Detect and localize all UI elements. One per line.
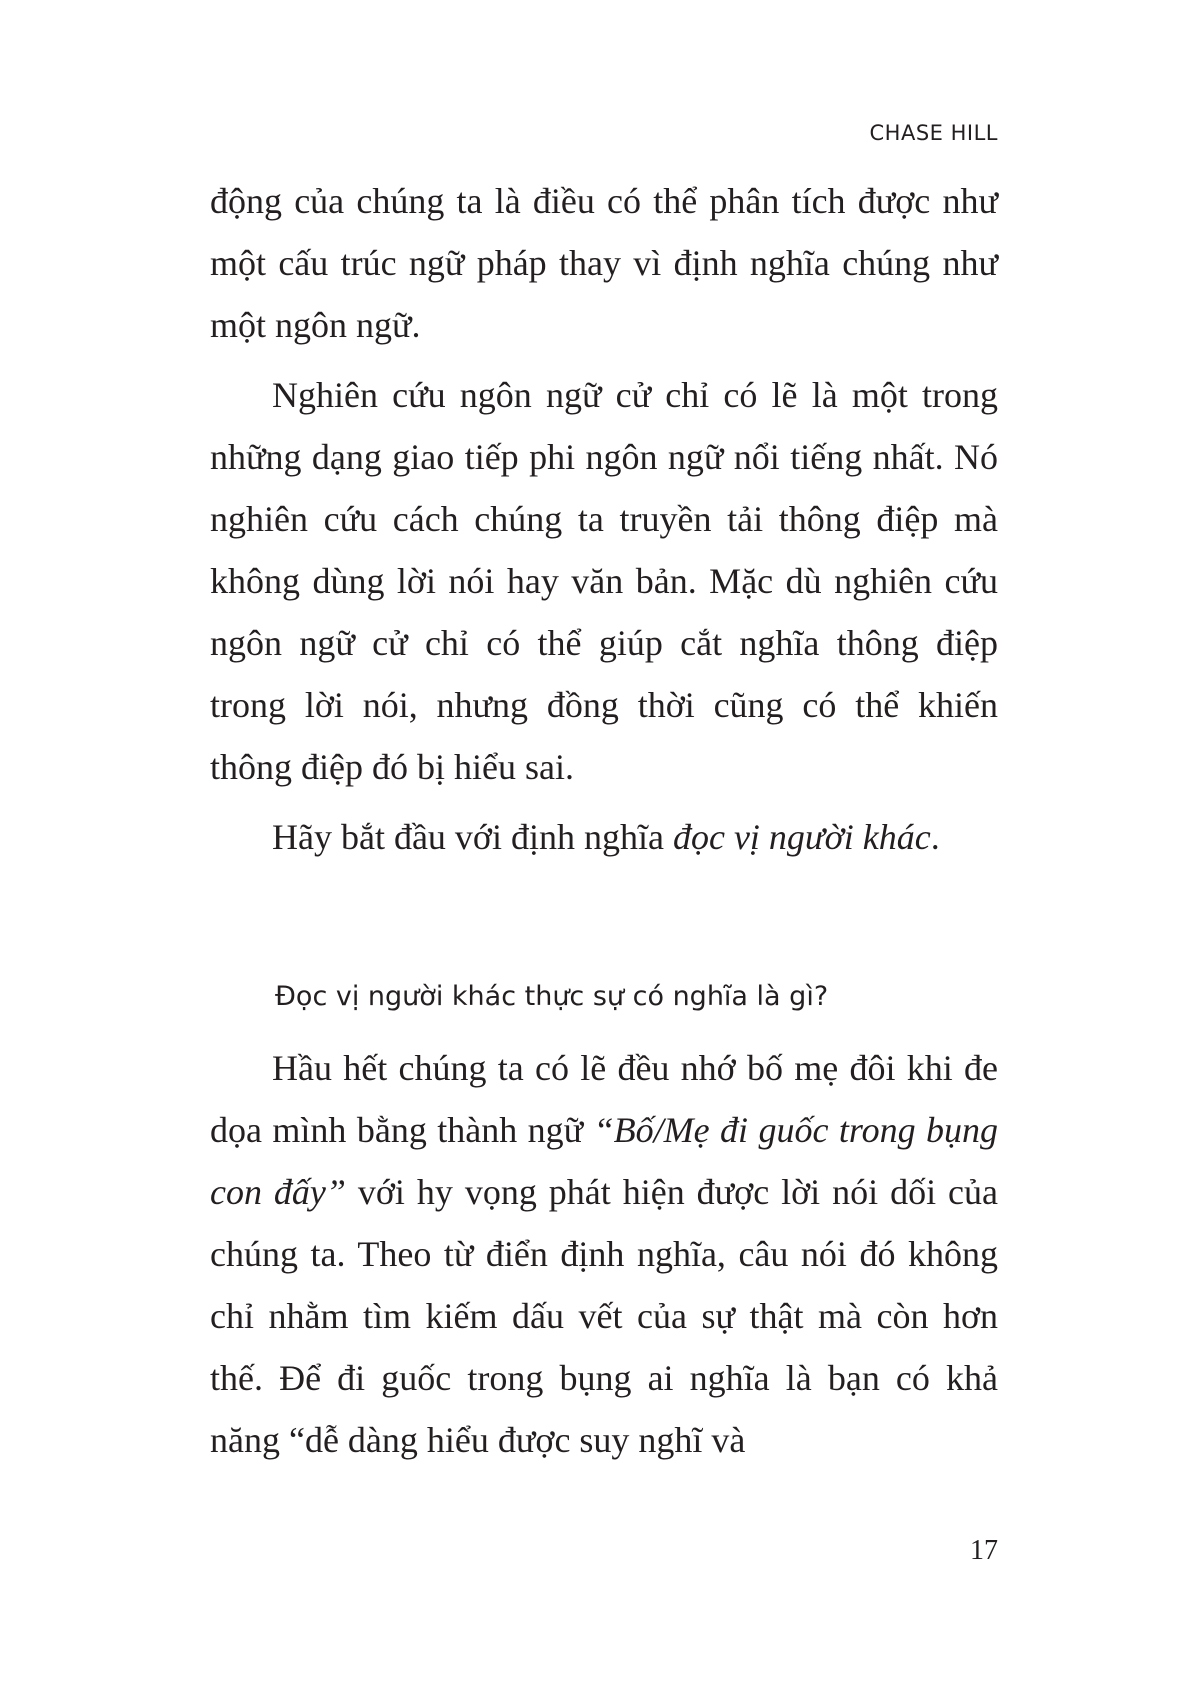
paragraph-idiom-rest: với hy vọng phát hiện được lời nói dối của chúng ta. Theo từ điển định nghĩa, câu nói đó không chỉ nhằm tìm kiếm dấu vết của sự thật mà còn hơn thế. Để đi guốc trong bụng ai nghĩa là bạn có khả năng “dễ dàng hiểu được suy nghĩ và	[210, 1172, 998, 1460]
idiom-quote: “Bố/Mẹ đi guốc trong bụng con đấy”	[210, 1110, 998, 1212]
page-number: 17	[970, 1535, 998, 1566]
paragraph-idiom-start: Hầu hết chúng ta có lẽ đều nhớ bố mẹ đôi khi đe dọa mình bằng thành ngữ	[210, 1048, 998, 1150]
paragraph-definition-intro	[210, 806, 998, 868]
body-text-top	[210, 170, 998, 868]
running-header-author: CHASE HILL	[869, 121, 998, 145]
paragraph-body-language: Nghiên cứu ngôn ngữ cử chỉ có lẽ là một trong những dạng giao tiếp phi ngôn ngữ nổi tiếng nhất. Nó nghiên cứu cách chúng ta truyền tải thông điệp mà không dùng lời nói hay văn bản. Mặc dù nghiên cứu ngôn ngữ cử chỉ có thể giúp cắt nghĩa thông điệp trong lời nói, nhưng đồng thời cũng có thể khiến thông điệp đó bị hiểu sai.	[210, 375, 998, 787]
paragraph-definition-end: .	[930, 817, 940, 857]
body-text-bottom	[210, 1037, 998, 1471]
paragraph-idiom	[210, 1037, 998, 1471]
section-heading: Đọc vị người khác thực sự có nghĩa là gì?	[275, 981, 829, 1012]
paragraph-continued: động của chúng ta là điều có thể phân tích được như một cấu trúc ngữ pháp thay vì định nghĩa chúng như một ngôn ngữ.	[210, 181, 998, 345]
emphasis-term: đọc vị người khác	[672, 817, 931, 857]
paragraph-definition-text: Hãy bắt đầu với định nghĩa	[272, 817, 673, 857]
